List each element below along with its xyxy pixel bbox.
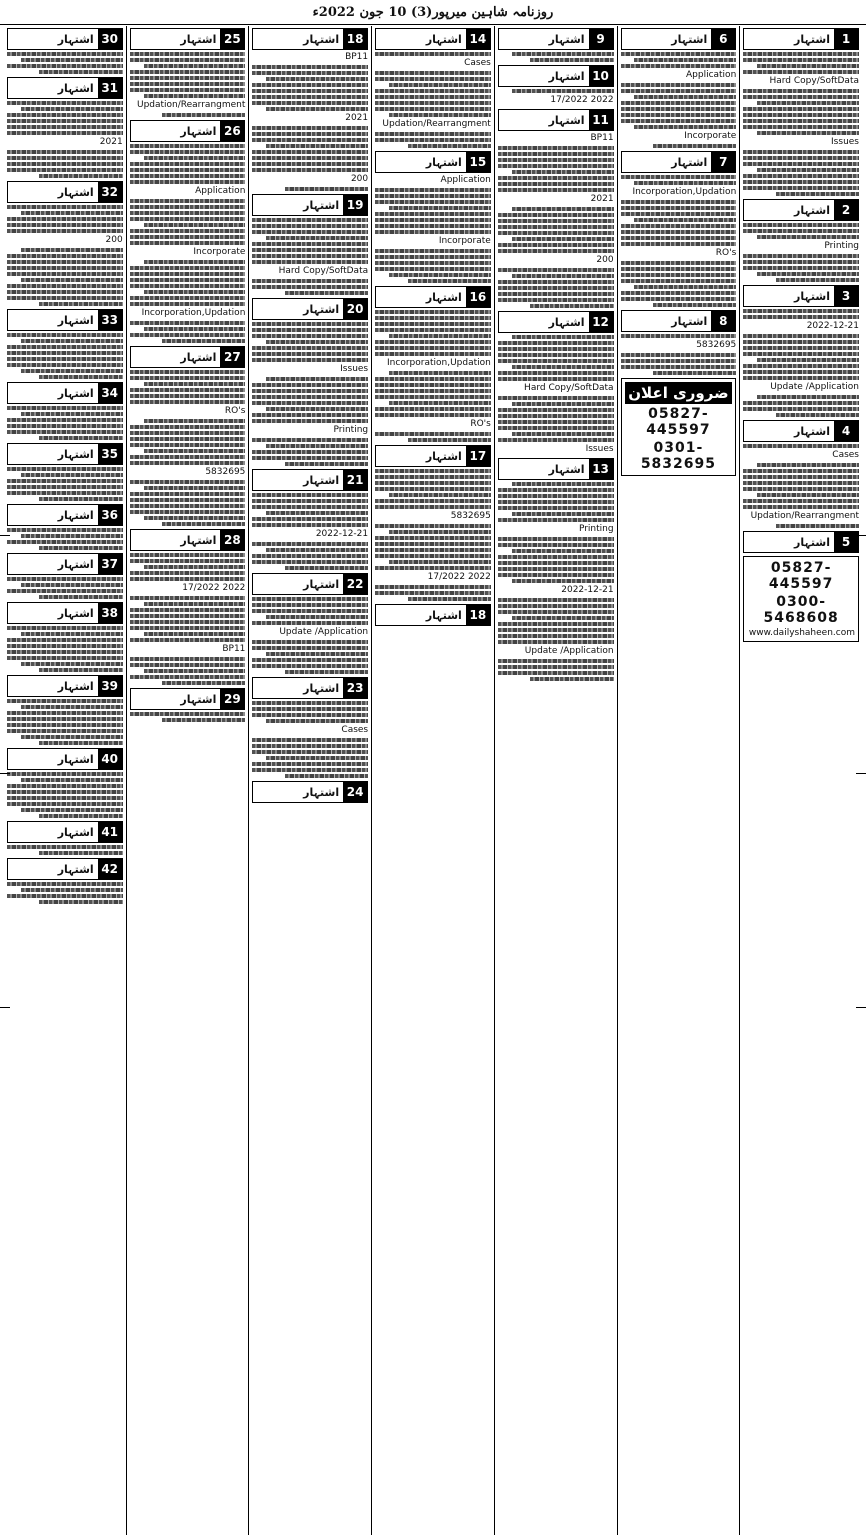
notice-label: اشتہار	[57, 752, 94, 766]
notice-snippet: RO's	[715, 248, 737, 258]
notice-number: 37	[98, 554, 122, 574]
notice-label: اشتہار	[425, 449, 462, 463]
notice-28	[130, 529, 246, 685]
notice-snippet: 2022 17/2022	[427, 572, 491, 582]
notice-29	[130, 688, 246, 722]
notice-37	[7, 553, 123, 599]
notice-text-block	[7, 333, 123, 379]
notice-number: 22	[343, 574, 367, 594]
notice-text-block	[130, 144, 246, 343]
notice-text-block	[375, 310, 491, 442]
notice-label: اشتہار	[303, 198, 340, 212]
notice-text-block	[130, 712, 246, 722]
notice-number: 1	[834, 29, 858, 49]
notice-4	[743, 420, 859, 528]
notice-number: 8	[711, 311, 735, 331]
notice-6	[621, 28, 737, 148]
notice-number: 18	[466, 605, 490, 625]
notice-text-block	[130, 52, 246, 117]
notice-snippet: Incorporate	[438, 236, 491, 246]
notice-number: 12	[589, 312, 613, 332]
notice-15	[375, 151, 491, 283]
notice-label: اشتہار	[548, 113, 585, 127]
notice-label: اشتہار	[794, 289, 830, 303]
notice-text-block	[743, 309, 859, 417]
notice-number: 11	[589, 110, 613, 130]
notice-snippet: RO's	[470, 419, 491, 429]
notice-number: 34	[98, 383, 122, 403]
notice-snippet: Update /Application	[524, 646, 614, 656]
notice-34	[7, 382, 123, 440]
notice-text-block	[498, 335, 614, 455]
notice-badge	[7, 28, 123, 50]
notice-number: 27	[220, 347, 244, 367]
notice-8	[621, 310, 737, 375]
notice-snippet: Hard Copy/SoftData	[278, 266, 369, 276]
notice-badge	[7, 181, 123, 203]
notice-badge	[252, 298, 368, 320]
phone-number: 05827-445597	[646, 406, 711, 438]
notice-number: 36	[98, 505, 122, 525]
notice-badge	[130, 28, 246, 50]
notice-snippet: Printing	[824, 241, 859, 251]
notice-label: اشتہار	[180, 533, 217, 547]
notice-label: اشتہار	[303, 577, 340, 591]
notice-badge	[7, 602, 123, 624]
notice-13	[498, 458, 614, 681]
cut-mark	[0, 1007, 10, 1008]
notice-label: اشتہار	[794, 32, 830, 46]
notice-number: 7	[711, 152, 735, 172]
notice-text-block	[252, 322, 368, 466]
notice-text-block	[7, 101, 123, 178]
notice-20	[252, 298, 368, 466]
notice-18	[375, 604, 491, 626]
notice-number: 24	[343, 782, 367, 802]
notice-text-block	[7, 406, 123, 440]
notice-label: اشتہار	[180, 350, 217, 364]
notice-36	[7, 504, 123, 550]
notice-number: 6	[711, 29, 735, 49]
notice-snippet: 2021	[345, 113, 369, 123]
notice-badge	[252, 194, 368, 216]
notice-box	[621, 378, 737, 476]
notice-text-block	[621, 334, 737, 375]
notice-badge	[130, 688, 246, 710]
notice-badge	[375, 151, 491, 173]
notice-snippet: Application	[440, 175, 491, 185]
notice-19	[252, 194, 368, 295]
notice-label: اشتہار	[794, 535, 830, 549]
notice-21	[252, 469, 368, 570]
notice-text-block	[375, 52, 491, 148]
masthead	[0, 0, 866, 25]
notice-number: 33	[98, 310, 122, 330]
notice-label: اشتہار	[57, 447, 94, 461]
notice-text-block	[498, 52, 614, 62]
notice-label: اشتہار	[671, 314, 708, 328]
notice-14	[375, 28, 491, 148]
notice-label: اشتہار	[180, 692, 217, 706]
notice-snippet: Issues	[340, 364, 369, 374]
notice-number: 19	[343, 195, 367, 215]
notice-badge	[130, 120, 246, 142]
notice-label: اشتہار	[180, 32, 217, 46]
notice-text-block	[621, 52, 737, 148]
notice-snippet: Printing	[578, 524, 614, 534]
notice-label: اشتہار	[794, 424, 830, 438]
notice-32	[7, 181, 123, 306]
notice-label: اشتہار	[303, 681, 340, 695]
cut-mark	[856, 535, 866, 536]
notice-label: اشتہار	[303, 473, 340, 487]
cut-mark	[856, 773, 866, 774]
notice-badge	[375, 604, 491, 626]
notice-label: اشتہار	[671, 155, 708, 169]
notice-badge	[7, 443, 123, 465]
notice-badge	[743, 199, 859, 221]
notice-badge	[7, 675, 123, 697]
notice-number: 30	[98, 29, 122, 49]
notice-snippet: Hard Copy/SoftData	[524, 383, 614, 393]
notice-badge	[498, 311, 614, 333]
notice-badge	[252, 781, 368, 803]
notice-snippet: Issues	[831, 137, 859, 147]
notice-text-block	[7, 626, 123, 672]
page-title: روزنامہ شاہین میرپور(3) 10 جون 2022ء	[312, 4, 554, 20]
column-1	[739, 26, 862, 1535]
notice-number: 21	[343, 470, 367, 490]
notice-text-block	[252, 218, 368, 295]
cut-mark	[0, 535, 10, 536]
notice-badge	[7, 821, 123, 843]
notice-label: اشتہار	[425, 155, 462, 169]
notice-snippet: Hard Copy/SoftData	[769, 76, 859, 86]
notice-badge	[498, 65, 614, 87]
notice-label: اشتہار	[548, 69, 585, 83]
notice-24	[252, 781, 368, 803]
notice-snippet: Printing	[333, 425, 369, 435]
notice-label: اشتہار	[180, 124, 217, 138]
notice-snippet: Updation/Rearrangment	[382, 119, 491, 129]
notice-snippet: 2022 17/2022	[550, 95, 614, 105]
notice-snippet: 2021	[99, 137, 123, 147]
notice-snippet: Incorporation,Updation	[387, 358, 491, 368]
notice-label: اشتہار	[425, 32, 462, 46]
notice-number: 2	[834, 200, 858, 220]
notice-text-block	[7, 205, 123, 306]
notice-label: اشتہار	[794, 203, 830, 217]
notice-38	[7, 602, 123, 672]
notice-22	[252, 573, 368, 674]
notice-label: اشتہار	[425, 608, 462, 622]
notice-snippet: 2021	[590, 194, 614, 204]
notice-snippet: RO's	[224, 406, 246, 416]
publisher-box	[743, 556, 859, 642]
notice-text-block	[498, 482, 614, 681]
notice-snippet: Incorporation,Updation	[141, 308, 246, 318]
notice-label: اشتہار	[303, 302, 340, 316]
notice-badge	[7, 309, 123, 331]
phone-number: 0301-5832695	[640, 440, 717, 472]
notice-number: 41	[98, 822, 122, 842]
notice-text-block	[7, 528, 123, 550]
notice-snippet: Cases	[464, 58, 491, 68]
notice-badge	[130, 346, 246, 368]
notice-badge	[7, 504, 123, 526]
notice-snippet: Incorporation,Updation	[632, 187, 737, 197]
column-6	[126, 26, 249, 1535]
notice-9	[498, 28, 614, 62]
notice-label: اشتہار	[548, 32, 585, 46]
cut-mark	[0, 773, 10, 774]
cut-mark	[856, 1007, 866, 1008]
notice-33	[7, 309, 123, 379]
notice-snippet: Updation/Rearrangment	[750, 511, 859, 521]
notice-number: 5	[834, 532, 858, 552]
notice-number: 28	[220, 530, 244, 550]
notice-badge	[743, 28, 859, 50]
notice-number: 42	[98, 859, 122, 879]
column-4	[371, 26, 494, 1535]
website-link: www.dailyshaheen.com	[748, 628, 855, 638]
notice-number: 32	[98, 182, 122, 202]
notice-text-block	[743, 223, 859, 282]
notice-snippet: Updation/Rearrangment	[136, 100, 246, 110]
notice-2	[743, 199, 859, 282]
notice-badge	[252, 677, 368, 699]
notice-12	[498, 311, 614, 455]
notice-text-block	[621, 175, 737, 307]
column-7	[4, 26, 126, 1535]
phone-number: 05827-445597	[768, 560, 834, 592]
notice-badge	[7, 553, 123, 575]
notice-badge	[252, 573, 368, 595]
notice-text-block	[7, 577, 123, 599]
notice-snippet: Application	[195, 186, 246, 196]
notice-text-block	[7, 772, 123, 818]
notice-badge	[7, 748, 123, 770]
notice-7	[621, 151, 737, 307]
notice-text-block	[252, 701, 368, 778]
notice-number: 14	[466, 29, 490, 49]
notice-snippet: BP11	[345, 52, 369, 62]
notice-39	[7, 675, 123, 745]
column-2	[617, 26, 740, 1535]
notice-number: 16	[466, 287, 490, 307]
notice-42	[7, 858, 123, 904]
notice-badge	[498, 458, 614, 480]
notice-label: اشتہار	[57, 825, 94, 839]
notice-16	[375, 286, 491, 442]
notice-number: 20	[343, 299, 367, 319]
notice-badge	[252, 469, 368, 491]
notice-40	[7, 748, 123, 818]
notice-snippet: Application	[685, 70, 737, 80]
notice-snippet: 5832695	[696, 340, 737, 350]
notice-text-block	[130, 370, 246, 526]
notice-label: اشتہار	[57, 508, 94, 522]
notice-23	[252, 677, 368, 778]
notice-text-block	[252, 597, 368, 674]
notice-snippet: Incorporate	[684, 131, 737, 141]
notice-10	[498, 65, 614, 106]
notice-snippet: 2022-12-21	[561, 585, 614, 595]
notice-1	[743, 28, 859, 196]
notice-number: 31	[98, 78, 122, 98]
notice-label: اشتہار	[57, 386, 94, 400]
notice-label: اشتہار	[57, 313, 94, 327]
notice-snippet: Issues	[585, 444, 614, 454]
notice-badge	[7, 858, 123, 880]
notice-label: اشتہار	[57, 606, 94, 620]
notice-26	[130, 120, 246, 343]
notice-number: 15	[466, 152, 490, 172]
notice-text-block	[252, 52, 368, 191]
notice-27	[130, 346, 246, 526]
notice-badge	[621, 310, 737, 332]
notice-number: 38	[98, 603, 122, 623]
notice-label: اشتہار	[57, 32, 94, 46]
notice-snippet: 2022-12-21	[315, 529, 369, 539]
notice-number: 18	[343, 29, 367, 49]
notice-number: 35	[98, 444, 122, 464]
notice-text-block	[7, 882, 123, 904]
notice-text-block	[7, 467, 123, 501]
notice-label: اشتہار	[57, 557, 94, 571]
notice-snippet: BP11	[590, 133, 614, 143]
notice-number: 4	[834, 421, 858, 441]
notice-snippet: 5832695	[205, 467, 246, 477]
notice-label: اشتہار	[671, 32, 708, 46]
notice-heading: ضروری اعلان	[625, 382, 733, 404]
notice-badge	[498, 28, 614, 50]
notice-badge	[743, 420, 859, 442]
notice-badge	[130, 529, 246, 551]
notice-text-block	[7, 699, 123, 745]
notice-snippet: Incorporate	[193, 247, 246, 257]
notice-text-block	[252, 493, 368, 570]
notice-31	[7, 77, 123, 178]
notice-badge	[375, 28, 491, 50]
notice-badge	[252, 28, 368, 50]
notice-text-block	[498, 89, 614, 106]
notice-snippet: Cases	[341, 725, 369, 735]
notice-text-block	[7, 845, 123, 855]
notice-badge	[621, 28, 737, 50]
notice-number: 26	[220, 121, 244, 141]
notice-text-block	[130, 553, 246, 685]
notice-snippet: 2022 17/2022	[182, 583, 246, 593]
notice-11	[498, 109, 614, 308]
notice-snippet: 5832695	[450, 511, 491, 521]
notice-number: 29	[220, 689, 244, 709]
notice-text-block	[498, 133, 614, 308]
notice-snippet: 2022-12-21	[806, 321, 859, 331]
notice-badge	[621, 151, 737, 173]
notice-text-block	[743, 52, 859, 196]
notice-number: 9	[589, 29, 613, 49]
notice-label: اشتہار	[548, 462, 585, 476]
notice-snippet: Cases	[832, 450, 859, 460]
notice-41	[7, 821, 123, 855]
notice-label: اشتہار	[425, 290, 462, 304]
notice-text-block	[7, 52, 123, 74]
notice-text-block	[375, 469, 491, 601]
notice-number: 25	[220, 29, 244, 49]
notice-text-block	[743, 444, 859, 528]
notice-25	[130, 28, 246, 117]
notice-number: 17	[466, 446, 490, 466]
notice-snippet: Update /Application	[279, 627, 369, 637]
notice-number: 13	[589, 459, 613, 479]
notice-30	[7, 28, 123, 74]
notice-number: 40	[98, 749, 122, 769]
column-3	[494, 26, 617, 1535]
notice-label: اشتہار	[57, 185, 94, 199]
notice-17	[375, 445, 491, 601]
notice-3	[743, 285, 859, 417]
notice-number: 3	[834, 286, 858, 306]
notice-number: 23	[343, 678, 367, 698]
notice-18	[252, 28, 368, 191]
notice-snippet: Update /Application	[770, 382, 859, 392]
column-5	[248, 26, 371, 1535]
columns-container	[4, 26, 862, 1535]
notice-badge	[743, 285, 859, 307]
notice-label: اشتہار	[57, 862, 94, 876]
notice-snippet: 200	[596, 255, 614, 265]
notice-badge	[375, 286, 491, 308]
notice-badge	[743, 531, 859, 553]
notice-badge	[7, 77, 123, 99]
notice-label: اشتہار	[548, 315, 585, 329]
notice-number: 39	[98, 676, 122, 696]
notice-35	[7, 443, 123, 501]
notice-snippet: 200	[350, 174, 369, 184]
notice-badge	[498, 109, 614, 131]
notice-label: اشتہار	[57, 81, 94, 95]
notice-label: اشتہار	[303, 32, 340, 46]
notice-text-block	[375, 175, 491, 283]
notice-label: اشتہار	[303, 785, 340, 799]
phone-number: 0300-5468608	[763, 594, 839, 626]
notice-snippet: 200	[105, 235, 123, 245]
notice-label: اشتہار	[57, 679, 94, 693]
notice-5	[743, 531, 859, 553]
notice-badge	[375, 445, 491, 467]
notice-snippet: BP11	[222, 644, 246, 654]
notice-badge	[7, 382, 123, 404]
notice-number: 10	[589, 66, 613, 86]
